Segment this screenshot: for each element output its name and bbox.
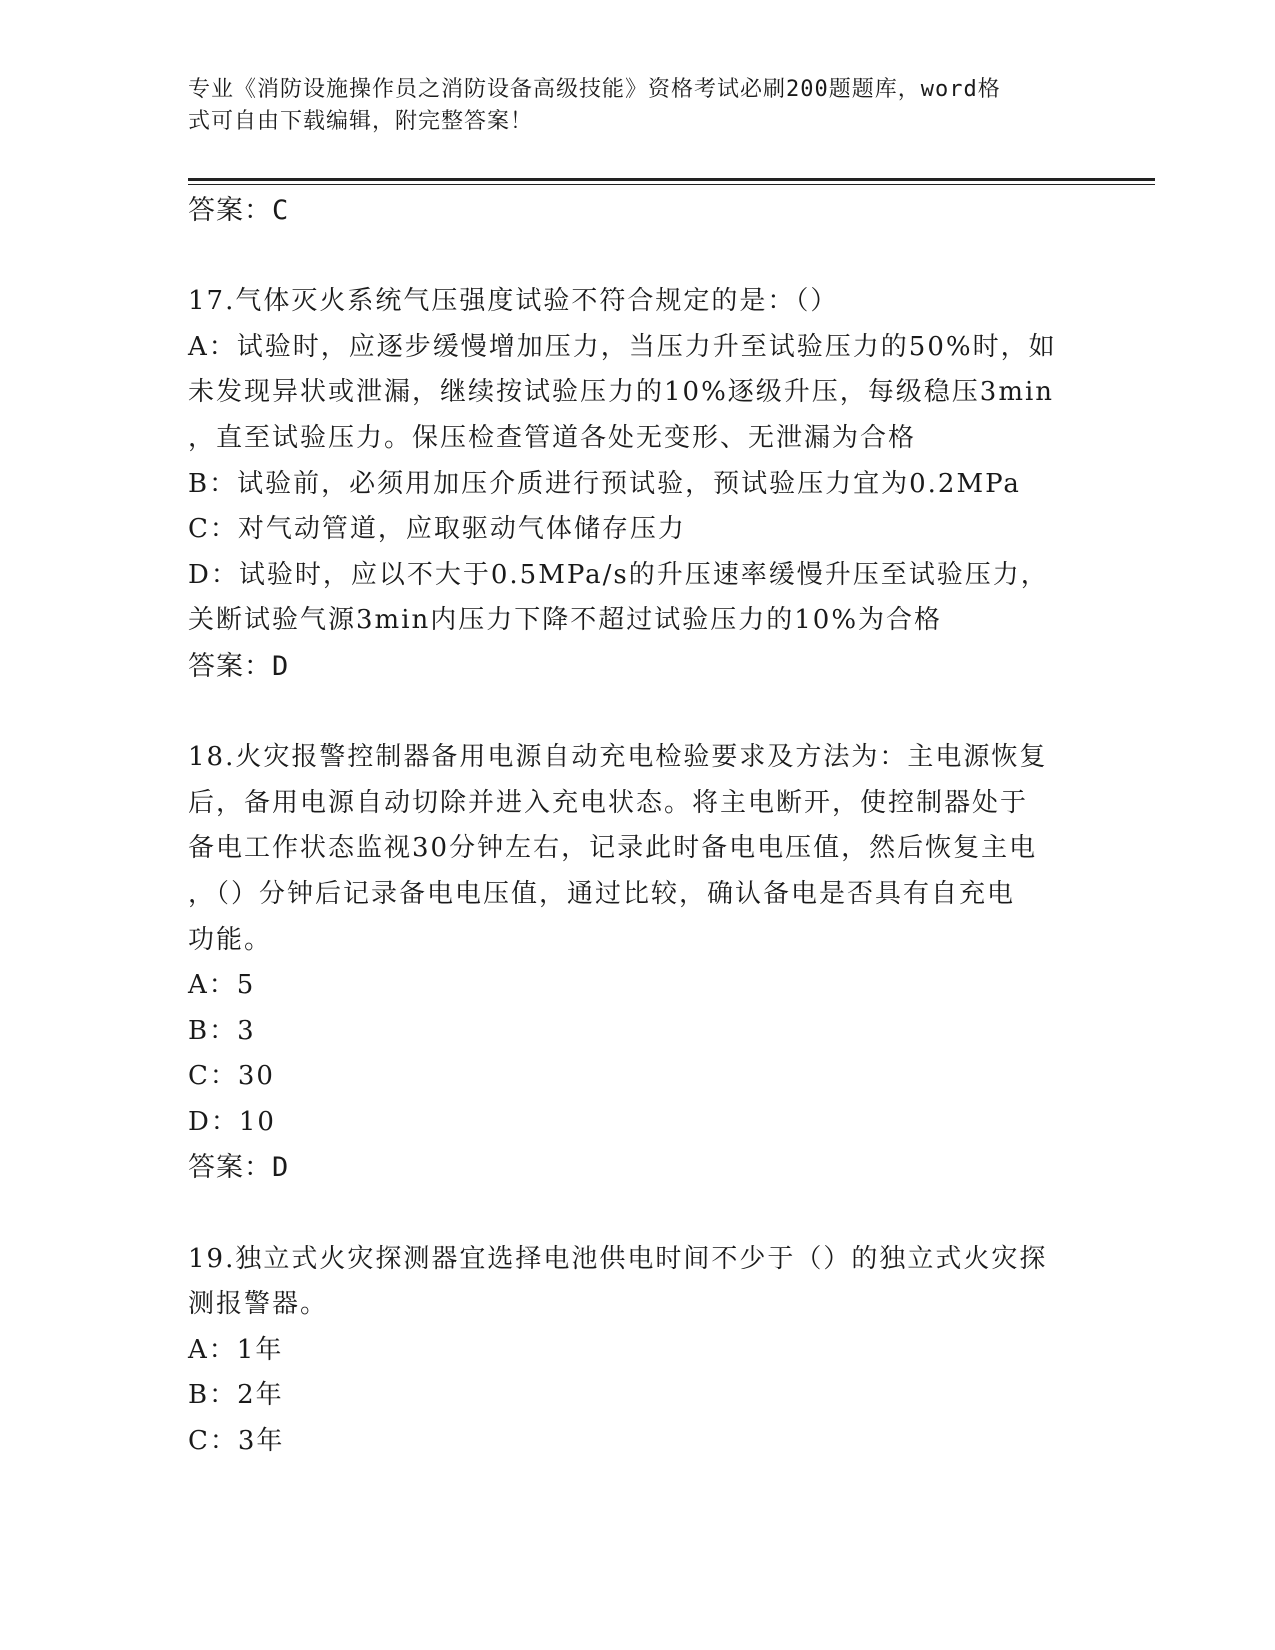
option-c: C：对气动管道，应取驱动气体储存压力: [188, 514, 686, 545]
spacer: [188, 234, 1088, 280]
option-b: B：2年: [188, 1380, 284, 1411]
question-stem: 17.气体灭火系统气压强度试验不符合规定的是：（）: [188, 286, 839, 317]
spacer: [188, 690, 1088, 736]
question-stem: 19.独立式火灾探测器宜选择电池供电时间不少于（）的独立式火灾探: [188, 1243, 1048, 1274]
header-rule-thick: [188, 178, 1155, 181]
option-d: D：试验时，应以不大于0.5MPa/s的升压速率缓慢升压至试验压力，: [188, 559, 1049, 590]
question-stem-cont: 功能。: [188, 924, 273, 955]
answer: 答案：D: [188, 650, 290, 682]
option-b: B：试验前，必须用加压介质进行预试验，预试验压力宜为0.2MPa: [188, 468, 1021, 499]
document-body: [188, 188, 1088, 1465]
question-stem-cont: ，（）分钟后记录备电电压值，通过比较，确认备电是否具有自充电: [188, 878, 1016, 909]
header-line-1: 专业《消防设施操作员之消防设备高级技能》资格考试必刷200题题库，word格: [188, 77, 1001, 102]
header-rule-thin: [188, 184, 1155, 185]
answer-previous: 答案：C: [188, 195, 290, 226]
option-c: C：30: [188, 1061, 275, 1092]
question-19: [188, 1237, 1088, 1465]
option-a: A：试验时，应逐步缓慢增加压力，当压力升至试验压力的50%时，如: [188, 331, 1057, 362]
option-a-cont: 未发现异状或泄漏，继续按试验压力的10%逐级升压，每级稳压3min: [188, 377, 1055, 408]
option-a: A：1年: [188, 1334, 284, 1365]
option-c: C：3年: [188, 1426, 285, 1457]
question-18: [188, 735, 1088, 1191]
option-b: B：3: [188, 1015, 256, 1046]
question-stem-cont: 测报警器。: [188, 1289, 329, 1320]
option-a-cont: ，直至试验压力。保压检查管道各处无变形、无泄漏为合格: [188, 422, 917, 453]
option-d: D：10: [188, 1106, 276, 1137]
answer: 答案：D: [188, 1152, 290, 1184]
option-d-cont: 关断试验气源3min内压力下降不超过试验压力的10%为合格: [188, 605, 943, 636]
question-stem-cont: 后，备用电源自动切除并进入充电状态。将主电断开，使控制器处于: [188, 787, 1029, 818]
question-stem-cont: 备电工作状态监视30分钟左右，记录此时备电电压值，然后恢复主电: [188, 833, 1038, 864]
option-a: A：5: [188, 970, 256, 1001]
question-stem: 18.火灾报警控制器备用电源自动充电检验要求及方法为：主电源恢复: [188, 742, 1048, 773]
spacer: [188, 1191, 1088, 1237]
document-header: [188, 74, 1078, 138]
question-17: [188, 279, 1088, 689]
header-line-2: 式可自由下载编辑，附完整答案！: [188, 109, 534, 134]
